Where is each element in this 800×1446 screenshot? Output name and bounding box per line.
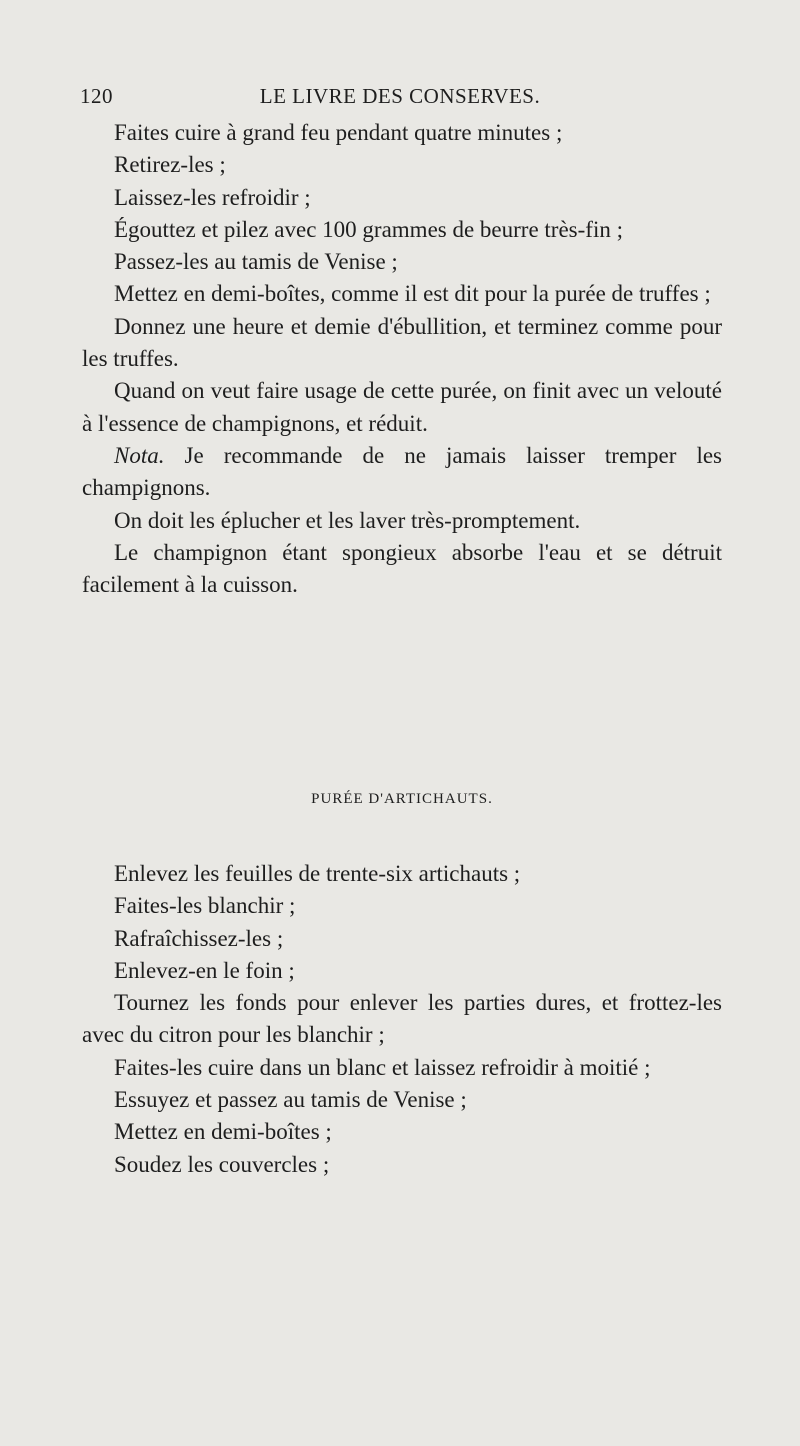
paragraph: Rafraîchissez-les ; bbox=[114, 925, 284, 951]
paragraph: Mettez en demi-boîtes, comme il est dit pour la purée de truffes ; bbox=[114, 281, 711, 307]
paragraph: Donnez une heure et demie d'ébullition, et terminez comme pour les truffes. bbox=[82, 313, 722, 372]
nota-paragraph bbox=[82, 440, 722, 505]
nota-text: Je recommande de ne jamais laisser tremper les champignons. bbox=[82, 442, 722, 501]
paragraph: Égouttez et pilez avec 100 grammes de beurre très-fin ; bbox=[114, 216, 623, 242]
paragraph: Mettez en demi-boîtes ; bbox=[114, 1119, 332, 1145]
section-heading: PURÉE D'ARTICHAUTS. bbox=[311, 791, 493, 807]
paragraph: Quand on veut faire usage de cette purée, on finit avec un velouté à l'essence de champignons, et réduit. bbox=[82, 378, 722, 436]
paragraph: Enlevez les feuilles de trente-six artichauts ; bbox=[114, 861, 521, 886]
paragraph: On doit les éplucher et les laver très-promptement. bbox=[114, 507, 581, 533]
nota-label: Nota. bbox=[114, 442, 165, 468]
paragraph: Soudez les couvercles ; bbox=[114, 1151, 330, 1177]
paragraph: Passez-les au tamis de Venise ; bbox=[114, 249, 398, 275]
paragraph: Faites-les cuire dans un blanc et laissez refroidir à moitié ; bbox=[114, 1054, 651, 1080]
running-head bbox=[80, 84, 720, 116]
page-number: 120 bbox=[80, 84, 113, 108]
paragraph: Le champignon étant spongieux absorbe l'eau et se détruit facilement à la cuisson. bbox=[82, 539, 722, 598]
paragraph: Retirez-les ; bbox=[114, 152, 226, 178]
paragraph: Tournez les fonds pour enlever les parties dures, et frottez-les avec du citron pour les blanchir ; bbox=[82, 990, 722, 1048]
paragraph: Faites-les blanchir ; bbox=[114, 893, 296, 919]
section-two-text bbox=[82, 858, 722, 1181]
paragraph: Enlevez-en le foin ; bbox=[114, 957, 295, 983]
paragraph: Essuyez et passez au tamis de Venise ; bbox=[114, 1087, 467, 1113]
paragraph: Faites cuire à grand feu pendant quatre minutes ; bbox=[114, 120, 563, 145]
running-title: LE LIVRE DES CONSERVES. bbox=[259, 84, 541, 108]
section-one-text bbox=[82, 117, 722, 601]
paragraph: Laissez-les refroidir ; bbox=[114, 184, 311, 210]
